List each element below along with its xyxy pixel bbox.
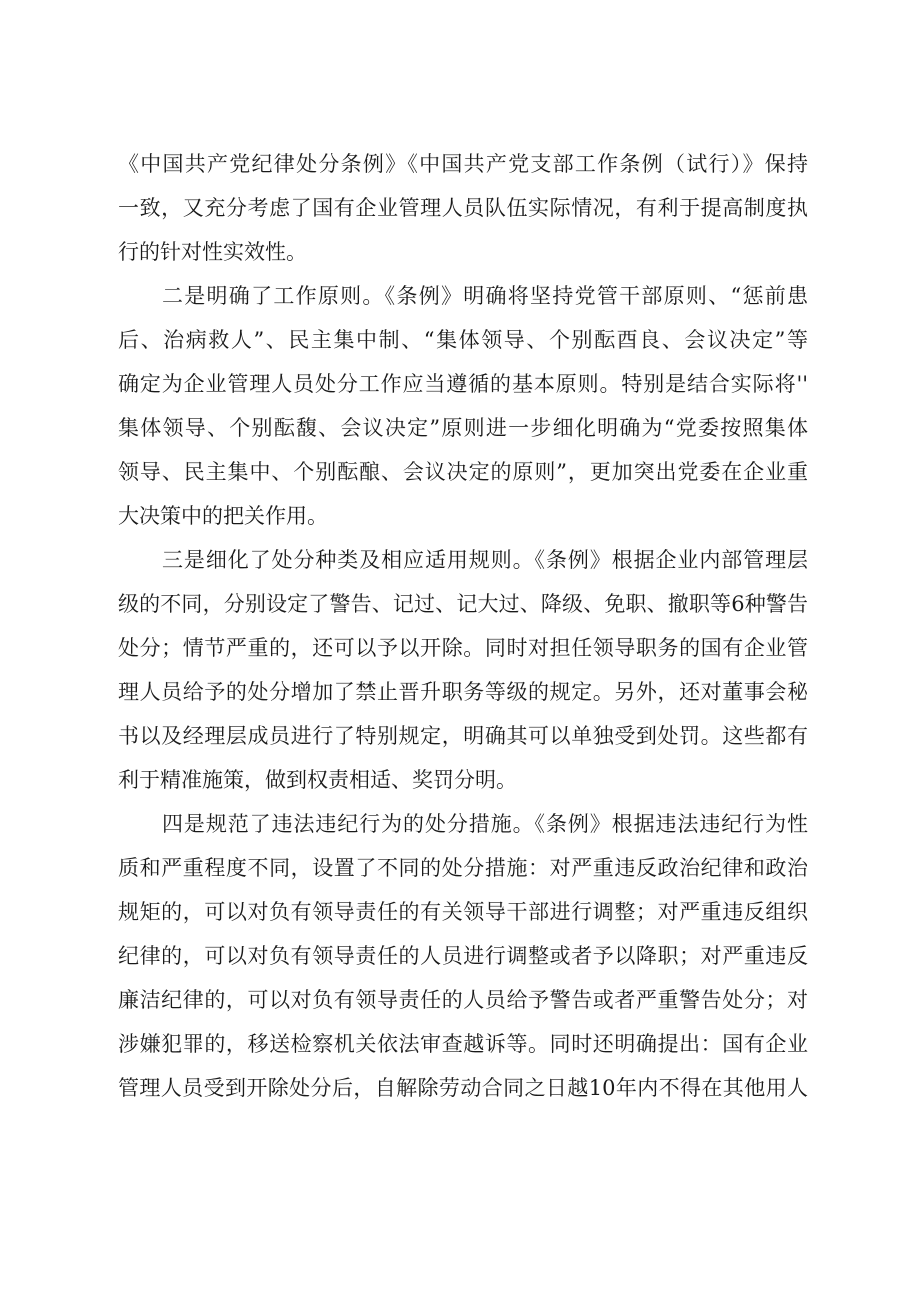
text-line: 书以及经理层成员进行了特别规定，明确其可以单独受到处罚。这些都有 <box>118 724 808 748</box>
text-line: 三是细化了处分种类及相应适用规则。《条例》根据企业内部管理层 <box>162 548 808 572</box>
document-body <box>118 142 808 1110</box>
text-line: 处分；情节严重的，还可以予以开除。同时对担任领导职务的国有企业管 <box>118 636 808 660</box>
text-line: 质和严重程度不同，设置了不同的处分措施：对严重违反政治纪律和政治 <box>118 856 808 880</box>
text-line: 确定为企业管理人员处分工作应当遵循的基本原则。特别是结合实际将'' <box>118 372 808 396</box>
text-line: 理人员给予的处分增加了禁止晋升职务等级的规定。另外，还对董事会秘 <box>118 680 808 704</box>
text-line: 纪律的，可以对负有领导责任的人员进行调整或者予以降职；对严重违反 <box>118 944 808 968</box>
text-line: 管理人员受到开除处分后，自解除劳动合同之日越10年内不得在其他用人 <box>118 1076 808 1100</box>
text-line: 《中国共产党纪律处分条例》《中国共产党支部工作条例（试行）》保持 <box>118 152 808 176</box>
text-line: 集体领导、个别酝馥、会议决定”原则进一步细化明确为“党委按照集体 <box>118 416 808 440</box>
paragraph-p4 <box>118 802 808 1110</box>
text-line: 级的不同，分别设定了警告、记过、记大过、降级、免职、撤职等6种警告 <box>118 592 808 616</box>
text-line: 规矩的，可以对负有领导责任的有关领导干部进行调整；对严重违反组织 <box>118 900 808 924</box>
text-line: 一致，又充分考虑了国有企业管理人员队伍实际情况，有利于提高制度执 <box>118 196 808 220</box>
text-line: 后、治病救人”、民主集中制、“集体领导、个别酝酉良、会议决定”等 <box>118 328 808 352</box>
text-line: 行的针对性实效性。 <box>118 240 307 264</box>
text-line: 二是明确了工作原则。《条例》明确将坚持党管干部原则、“惩前患 <box>162 284 808 308</box>
text-line: 四是规范了违法违纪行为的处分措施。《条例》根据违法违纪行为性 <box>162 812 808 836</box>
text-line: 领导、民主集中、个别酝酿、会议决定的原则”，更加突出党委在企业重 <box>118 460 808 484</box>
text-line: 大决策中的把关作用。 <box>118 504 328 528</box>
text-line: 廉洁纪律的，可以对负有领导责任的人员给予警告或者严重警告处分；对 <box>118 988 808 1012</box>
paragraph-p2 <box>118 274 808 538</box>
text-line: 利于精准施策，做到权责相适、奖罚分明。 <box>118 768 517 792</box>
paragraph-p1 <box>118 142 808 274</box>
paragraph-p3 <box>118 538 808 802</box>
text-line: 涉嫌犯罪的，移送检察机关依法审查越诉等。同时还明确提出：国有企业 <box>118 1032 808 1056</box>
